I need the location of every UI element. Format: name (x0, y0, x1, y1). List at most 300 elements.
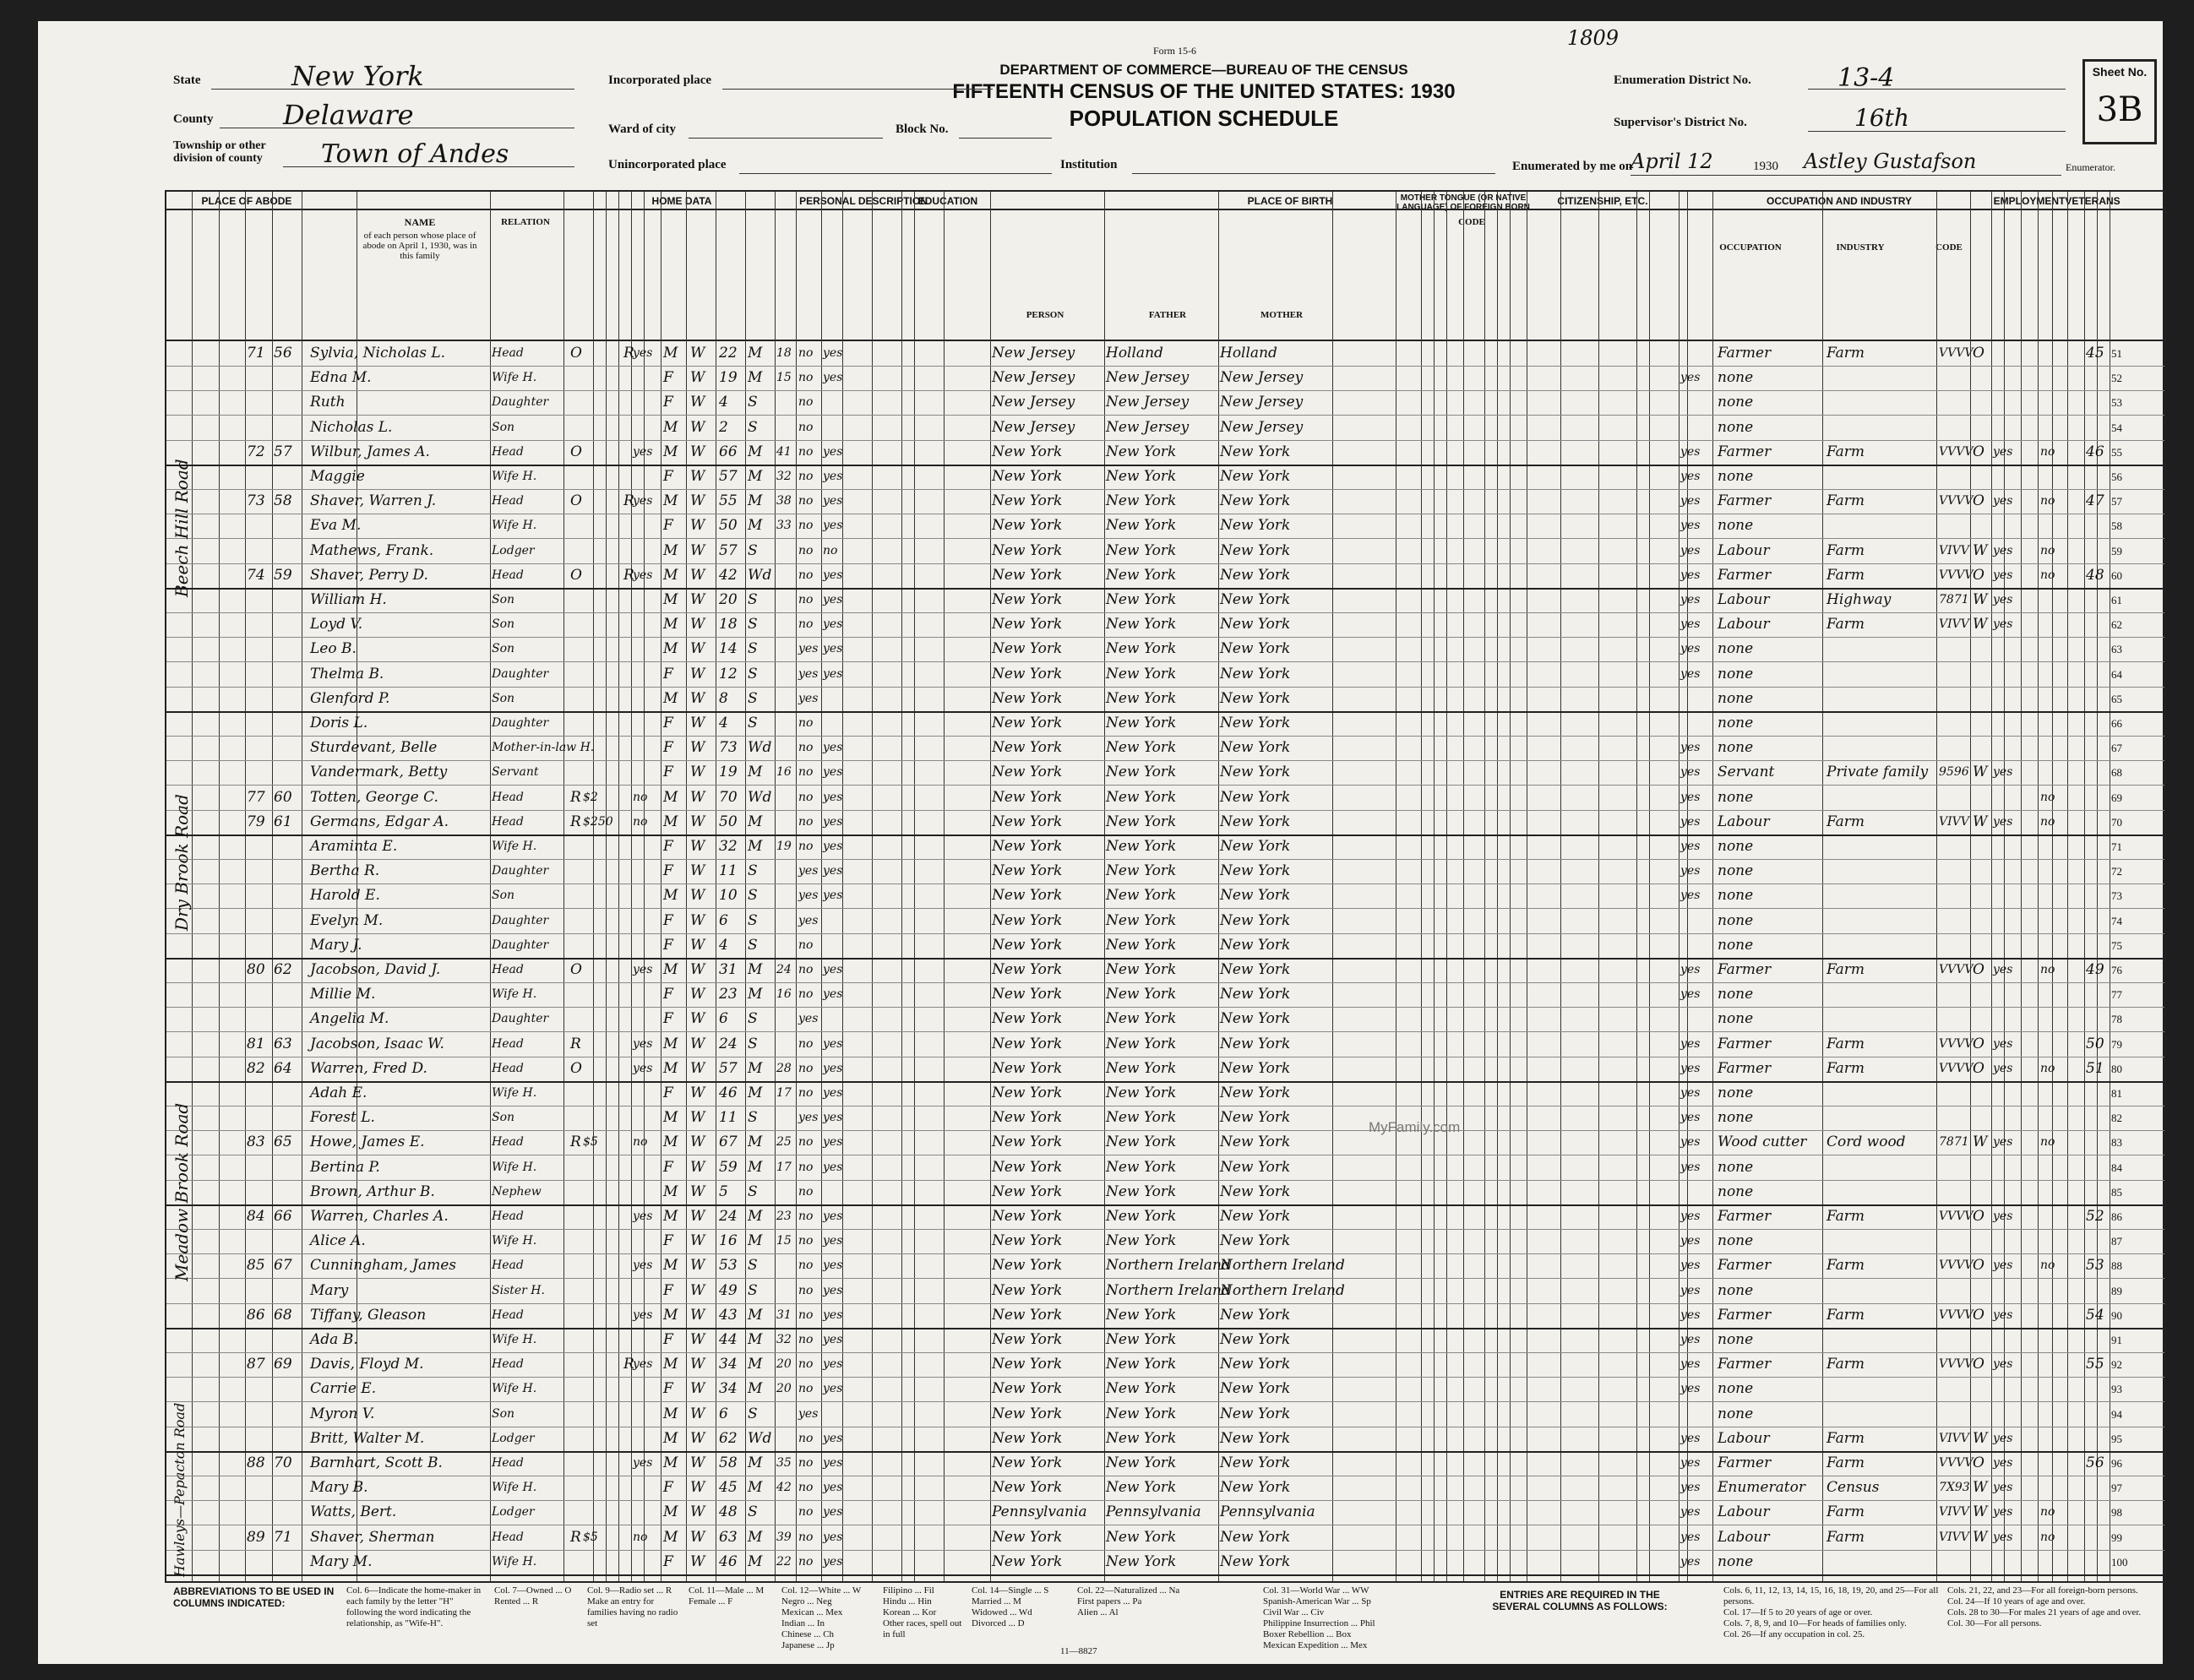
cell-bpf: New York (1106, 1429, 1177, 1447)
cell-agem: 41 (776, 444, 792, 459)
col-code2-head: CODE (1935, 242, 1963, 253)
cell-sch: yes (798, 642, 819, 656)
cell-age: 4 (719, 715, 728, 731)
cell-ind (1827, 1402, 1935, 1427)
cell-dw: 82 (247, 1059, 265, 1077)
cell-name: Araminta E. (310, 838, 398, 855)
cell-farm: yes (633, 963, 653, 976)
table-row (166, 982, 2164, 1007)
table-row (166, 786, 2164, 810)
cell-farm (633, 1476, 661, 1500)
cell-fam: 64 (274, 1059, 292, 1077)
cell-code: VVVV (1939, 1061, 1974, 1075)
cell-age: 14 (719, 640, 738, 658)
cell-val (583, 982, 617, 1007)
col-person-head: PERSON (1026, 310, 1064, 320)
cell-read: yes (823, 1481, 843, 1495)
cell-bp: New York (992, 1010, 1063, 1028)
cell-tenure: R (570, 788, 581, 806)
cell-bpm: New York (1220, 492, 1291, 510)
cell-farm (633, 1550, 661, 1574)
cell-bpf: New York (1106, 715, 1177, 731)
cell-age: 6 (719, 1405, 728, 1422)
line-number: 52 (2111, 372, 2122, 385)
cell-bp: New Jersey (992, 369, 1075, 387)
cell-sch: no (798, 1184, 814, 1199)
cell-bp: New York (992, 1232, 1063, 1250)
cell-mar: S (748, 591, 758, 608)
cell-code: 7871 (1939, 1135, 1969, 1150)
entries-cols: Cols. 6, 11, 12, 13, 14, 15, 16, 18, 19, 20, and 25—For all persons. Col. 17—If 5 to 20 years of age or over. Cols. 7, 8, 9, and 10—For heads of families only. Col. 26—If any occupation in col. 25. (1723, 1585, 1939, 1639)
cell-age: 34 (719, 1356, 738, 1373)
cell-farm: yes (633, 1308, 653, 1322)
cell-dw (247, 1279, 272, 1303)
cell-ind: Farm (1827, 1257, 1865, 1275)
cell-occ: none (1718, 689, 1754, 707)
abbrev-col11: Col. 11—Male ... M Female ... F (689, 1585, 765, 1607)
cell-farm (633, 1279, 661, 1303)
township-value: Town of Andes (321, 139, 509, 169)
cell-val (583, 539, 617, 563)
cell-sch: no (798, 790, 814, 804)
cell-fno (2086, 1279, 2110, 1303)
cell-rel: Head (492, 814, 524, 829)
cell-fam: 71 (274, 1528, 292, 1546)
cell-occ: Labour (1718, 813, 1770, 830)
cell-dw: 71 (247, 345, 265, 362)
cell-rel: Daughter (492, 395, 549, 410)
cell-val (583, 1451, 617, 1476)
cell-fam (274, 390, 302, 415)
cell-radio: R (623, 345, 634, 362)
cell-age: 4 (719, 936, 728, 954)
cell-mar: M (748, 369, 763, 387)
cell-occ: Labour (1718, 616, 1770, 633)
cell-sch: no (798, 741, 814, 755)
cell-bpf: New York (1106, 689, 1177, 707)
cell-read (823, 390, 842, 415)
cell-race: W (690, 1356, 705, 1373)
street-hawleys-pepacton-road: Hawleys—Pepacton Road (171, 1402, 188, 1577)
cell-val (583, 489, 617, 514)
cell-radio: R (623, 1356, 634, 1373)
cell-sch: no (798, 765, 814, 780)
cell-dw: 72 (247, 443, 265, 460)
cell-cls (1973, 711, 1991, 736)
cell-fam (274, 514, 302, 538)
cell-cls: O (1973, 566, 1984, 584)
cell-work (1993, 514, 2022, 538)
cell-sex: F (663, 1331, 673, 1348)
cell-agem: 18 (776, 346, 792, 360)
cell-fno (2086, 786, 2110, 810)
cell-sex: M (663, 1035, 678, 1052)
line-number: 63 (2111, 643, 2122, 656)
cell-age: 19 (719, 764, 738, 781)
cell-fam: 59 (274, 566, 292, 584)
cell-rel: Wife H. (492, 840, 537, 853)
abbrev-col7: Col. 7—Owned ... O Rented ... R (494, 1585, 572, 1607)
cell-bpf: New York (1106, 1454, 1177, 1471)
cell-name: Shaver, Sherman (310, 1528, 435, 1546)
cell-bp: New York (992, 862, 1063, 880)
cell-race: W (690, 517, 705, 535)
cell-rel: Wife H. (492, 470, 537, 483)
cell-code: VIVV (1939, 1530, 1969, 1544)
cell-race: W (690, 1059, 705, 1077)
line-number: 87 (2111, 1235, 2122, 1248)
group-mother-tongue: MOTHER TONGUE (OR NATIVE LANGUAGE) OF FOREIGN BORN (1396, 193, 1530, 212)
cell-bpf: New York (1106, 911, 1177, 929)
cell-race: W (690, 640, 705, 658)
cell-dw (247, 933, 272, 958)
cell-bp: New York (992, 1479, 1063, 1497)
cell-ind (1827, 1081, 1935, 1106)
cell-code: VIVV (1939, 1431, 1969, 1445)
cell-farm (633, 1155, 661, 1180)
ward-label: Ward of city (608, 122, 676, 136)
cell-mar: S (748, 1109, 758, 1127)
cell-agem (776, 612, 797, 637)
cell-vet: no (2040, 444, 2055, 459)
cell-occ: Labour (1718, 591, 1770, 608)
cell-agem: 17 (776, 1160, 792, 1174)
cell-eng: yes (1680, 765, 1701, 780)
cell-cls (1973, 1550, 1991, 1574)
enumerated-date: April 12 (1631, 150, 1713, 173)
cell-work: yes (1993, 1456, 2013, 1470)
cell-sex: M (663, 887, 678, 905)
cell-rel: Daughter (492, 938, 549, 952)
cell-val (583, 1476, 617, 1500)
table-row (166, 514, 2164, 538)
cell-bp: New York (992, 764, 1063, 781)
cell-val (583, 1303, 617, 1328)
cell-bpf: New York (1106, 566, 1177, 584)
cell-sex: M (663, 1208, 678, 1225)
table-row (166, 1352, 2164, 1377)
cell-val (583, 662, 617, 687)
cell-bpm: New York (1220, 616, 1291, 633)
cell-race: W (690, 911, 705, 929)
cell-ind (1827, 711, 1935, 736)
cell-work (1993, 736, 2022, 760)
line-number: 93 (2111, 1383, 2122, 1396)
cell-bpf: New York (1106, 443, 1177, 460)
cell-vet: no (2040, 1061, 2055, 1075)
cell-vet (2040, 1550, 2067, 1574)
cell-sch: no (798, 840, 814, 853)
table-row (166, 1130, 2164, 1155)
cell-rel: Wife H. (492, 1333, 537, 1346)
cell-bpm: New York (1220, 764, 1291, 781)
line-number: 56 (2111, 470, 2122, 483)
cell-eng (1680, 416, 1712, 440)
cell-vet (2040, 1476, 2067, 1500)
cell-sex: M (663, 640, 678, 658)
cell-age: 5 (719, 1183, 728, 1200)
cell-occ: Farmer (1718, 961, 1772, 978)
cell-vet (2040, 1007, 2067, 1031)
cell-read: yes (823, 963, 843, 976)
cell-name: Mary B. (310, 1479, 368, 1497)
cell-bp: New York (992, 1429, 1063, 1447)
cell-farm: yes (633, 1061, 653, 1075)
cell-race: W (690, 1429, 705, 1447)
cell-fno (2086, 1081, 2110, 1106)
cell-eng (1680, 390, 1712, 415)
cell-val (583, 835, 617, 859)
cell-name: Jacobson, Isaac W. (310, 1035, 444, 1052)
cell-dw (247, 1427, 272, 1451)
line-number: 71 (2111, 840, 2122, 853)
cell-dw: 73 (247, 492, 265, 510)
cell-fam (274, 909, 302, 933)
table-row (166, 465, 2164, 489)
cell-cls (1973, 982, 1991, 1007)
cell-sch: no (798, 1234, 814, 1248)
form-number: Form 15-6 (1153, 45, 1196, 57)
abbrev-col31: Col. 31—World War ... WW Spanish-American War ... Sp Civil War ... Civ Philippine Insurrection ... Phil Boxer Rebellion ... Box Mexican Expedition ... Mex (1263, 1585, 1375, 1650)
cell-name: Forest L. (310, 1109, 375, 1127)
cell-work: yes (1993, 1135, 2013, 1150)
cell-occ: none (1718, 418, 1754, 436)
cell-vet (2040, 687, 2067, 711)
cell-bpf: New York (1106, 492, 1177, 510)
cell-fam: 67 (274, 1257, 292, 1275)
cell-bpf: New Jersey (1106, 418, 1190, 436)
table-row (166, 440, 2164, 465)
cell-fno: 46 (2086, 443, 2104, 460)
cell-bp: New York (992, 1306, 1063, 1324)
cell-vet: no (2040, 494, 2055, 508)
cell-cls: W (1973, 1479, 1988, 1497)
cell-agem (776, 1402, 797, 1427)
cell-sex: F (663, 764, 673, 781)
cell-ind: Farm (1827, 961, 1865, 978)
cell-eng: yes (1680, 889, 1701, 903)
cell-race: W (690, 1306, 705, 1324)
cell-bpf: New Jersey (1106, 369, 1190, 387)
cell-occ: none (1718, 665, 1754, 682)
table-row (166, 662, 2164, 687)
cell-sex: F (663, 911, 673, 929)
cell-work: yes (1993, 543, 2013, 557)
cell-ind (1827, 786, 1935, 810)
cell-occ: Labour (1718, 1528, 1770, 1546)
cell-cls: O (1973, 443, 1984, 460)
cell-sch: yes (798, 889, 819, 903)
cell-val (583, 909, 617, 933)
group-veterans: VETERANS (2065, 195, 2121, 207)
cell-dw: 77 (247, 788, 265, 806)
cell-code: VVVV (1939, 494, 1974, 508)
cell-bpm: New York (1220, 689, 1291, 707)
cell-mar: M (748, 764, 763, 781)
cell-cls: O (1973, 1035, 1984, 1052)
group-employment: EMPLOYMENT (1993, 195, 2066, 207)
cell-name: Cunningham, James (310, 1257, 456, 1275)
cell-race: W (690, 345, 705, 362)
cell-dw (247, 1180, 272, 1204)
cell-ind: Census (1827, 1479, 1880, 1497)
cell-bpm: New York (1220, 1405, 1291, 1422)
cell-cls: W (1973, 1528, 1988, 1546)
cell-work (1993, 416, 2022, 440)
table-row (166, 539, 2164, 563)
cell-fno (2086, 539, 2110, 563)
cell-val (583, 366, 617, 390)
cell-age: 57 (719, 541, 738, 559)
cell-name: Sturdevant, Belle (310, 739, 438, 757)
line-number: 96 (2111, 1457, 2122, 1470)
cell-sex: F (663, 1380, 673, 1398)
cell-dw (247, 637, 272, 661)
cell-dw: 79 (247, 813, 265, 830)
cell-val (583, 1377, 617, 1401)
cell-dw (247, 612, 272, 637)
cell-val (583, 958, 617, 982)
line-number: 60 (2111, 568, 2122, 582)
cell-work: yes (1993, 1357, 2013, 1372)
cell-read: no (823, 543, 838, 557)
cell-rel: Head (492, 1061, 524, 1075)
cell-fno (2086, 514, 2110, 538)
table-row (166, 1525, 2164, 1550)
cell-mar: S (748, 1503, 758, 1521)
cell-read: yes (823, 840, 843, 853)
cell-fam (274, 736, 302, 760)
cell-race: W (690, 1380, 705, 1398)
cell-name: Evelyn M. (310, 911, 384, 929)
cell-agem (776, 933, 797, 958)
cell-sex: M (663, 566, 678, 584)
cell-rel: Head (492, 790, 524, 804)
table-row (166, 835, 2164, 859)
enumerated-year: 1930 (1753, 160, 1778, 173)
cell-bpf: New York (1106, 936, 1177, 954)
cell-sch: no (798, 1554, 814, 1569)
cell-agem (776, 390, 797, 415)
cell-bpm: Holland (1220, 345, 1277, 362)
cell-age: 57 (719, 468, 738, 485)
cell-read: yes (823, 470, 843, 483)
cell-val (583, 1155, 617, 1180)
cell-cls (1973, 514, 1991, 538)
cell-work (1993, 366, 2022, 390)
cell-sch: no (798, 1382, 814, 1396)
cell-dw (247, 1229, 272, 1253)
cell-vet (2040, 1229, 2067, 1253)
cell-occ: none (1718, 1331, 1754, 1348)
cell-agem (776, 1253, 797, 1278)
cell-bpm: New York (1220, 1528, 1291, 1546)
cell-val (583, 1204, 617, 1229)
cell-work (1993, 1180, 2022, 1204)
cell-ind: Farm (1827, 1503, 1865, 1521)
cell-mar: S (748, 394, 758, 411)
cell-farm (633, 687, 661, 711)
cell-code (1939, 1106, 1970, 1130)
cell-mar: S (748, 1281, 758, 1299)
cell-fam (274, 933, 302, 958)
cell-bpm: New York (1220, 911, 1291, 929)
cell-ind (1827, 637, 1935, 661)
cell-eng: yes (1680, 840, 1701, 853)
cell-farm: yes (633, 1456, 653, 1470)
cell-mar: M (748, 838, 763, 855)
cell-tenure: O (570, 345, 582, 362)
cell-rel: Lodger (492, 1431, 535, 1445)
cell-name: Britt, Walter M. (310, 1429, 425, 1447)
cell-agem: 39 (776, 1530, 792, 1544)
line-number: 98 (2111, 1506, 2122, 1520)
table-row (166, 1328, 2164, 1352)
cell-work: yes (1993, 494, 2013, 508)
cell-sex: F (663, 1281, 673, 1299)
cell-age: 46 (719, 1085, 738, 1101)
cell-cls: O (1973, 1306, 1984, 1324)
cell-bpf: New York (1106, 1208, 1177, 1225)
cell-rel: Sister H. (492, 1283, 545, 1297)
cell-code (1939, 637, 1970, 661)
line-number: 70 (2111, 815, 2122, 829)
cell-read: yes (823, 666, 843, 681)
cell-fam (274, 1279, 302, 1303)
cell-dw (247, 390, 272, 415)
cell-bp: New York (992, 1405, 1063, 1422)
cell-farm (633, 390, 661, 415)
cell-bpf: New York (1106, 739, 1177, 757)
cell-bpf: New York (1106, 1331, 1177, 1348)
cell-rel: Wife H. (492, 1234, 537, 1248)
cell-bp: New York (992, 1134, 1063, 1151)
cell-fam (274, 835, 302, 859)
line-number: 92 (2111, 1358, 2122, 1372)
cell-dw: 83 (247, 1134, 265, 1151)
abbrev-col9: Col. 9—Radio set ... R Make an entry for families having no radio set (587, 1585, 678, 1628)
cell-rel: Wife H. (492, 1382, 537, 1396)
cell-eng: yes (1680, 568, 1701, 582)
cell-dw (247, 736, 272, 760)
abbrev-note: Col. 6—Indicate the home-maker in each family by the letter "H" following the word indicating the relationship, as "Wife-H". (346, 1585, 482, 1628)
cell-farm: yes (633, 1210, 653, 1223)
cell-read: yes (823, 1210, 843, 1223)
cell-age: 57 (719, 1059, 738, 1077)
cell-agem (776, 859, 797, 883)
cell-farm: no (633, 814, 648, 829)
cell-vet (2040, 1180, 2067, 1204)
cell-agem: 20 (776, 1357, 792, 1372)
cell-dw: 84 (247, 1208, 265, 1225)
cell-farm: no (633, 1530, 648, 1544)
cell-eng (1680, 341, 1712, 366)
line-number: 74 (2111, 914, 2122, 927)
cell-work (1993, 390, 2022, 415)
cell-bp: Pennsylvania (992, 1503, 1087, 1521)
cell-dw: 89 (247, 1528, 265, 1546)
cell-age: 11 (719, 1109, 738, 1127)
cell-read: yes (823, 1333, 843, 1346)
cell-farm: no (633, 1135, 648, 1150)
cell-agem: 17 (776, 1086, 792, 1100)
cell-bp: New York (992, 986, 1063, 1003)
cell-val (583, 1007, 617, 1031)
cell-cls (1973, 637, 1991, 661)
cell-code: VVVV (1939, 1308, 1974, 1322)
supervisor-label: Supervisor's District No. (1614, 116, 1747, 129)
cell-sex: M (663, 961, 678, 978)
